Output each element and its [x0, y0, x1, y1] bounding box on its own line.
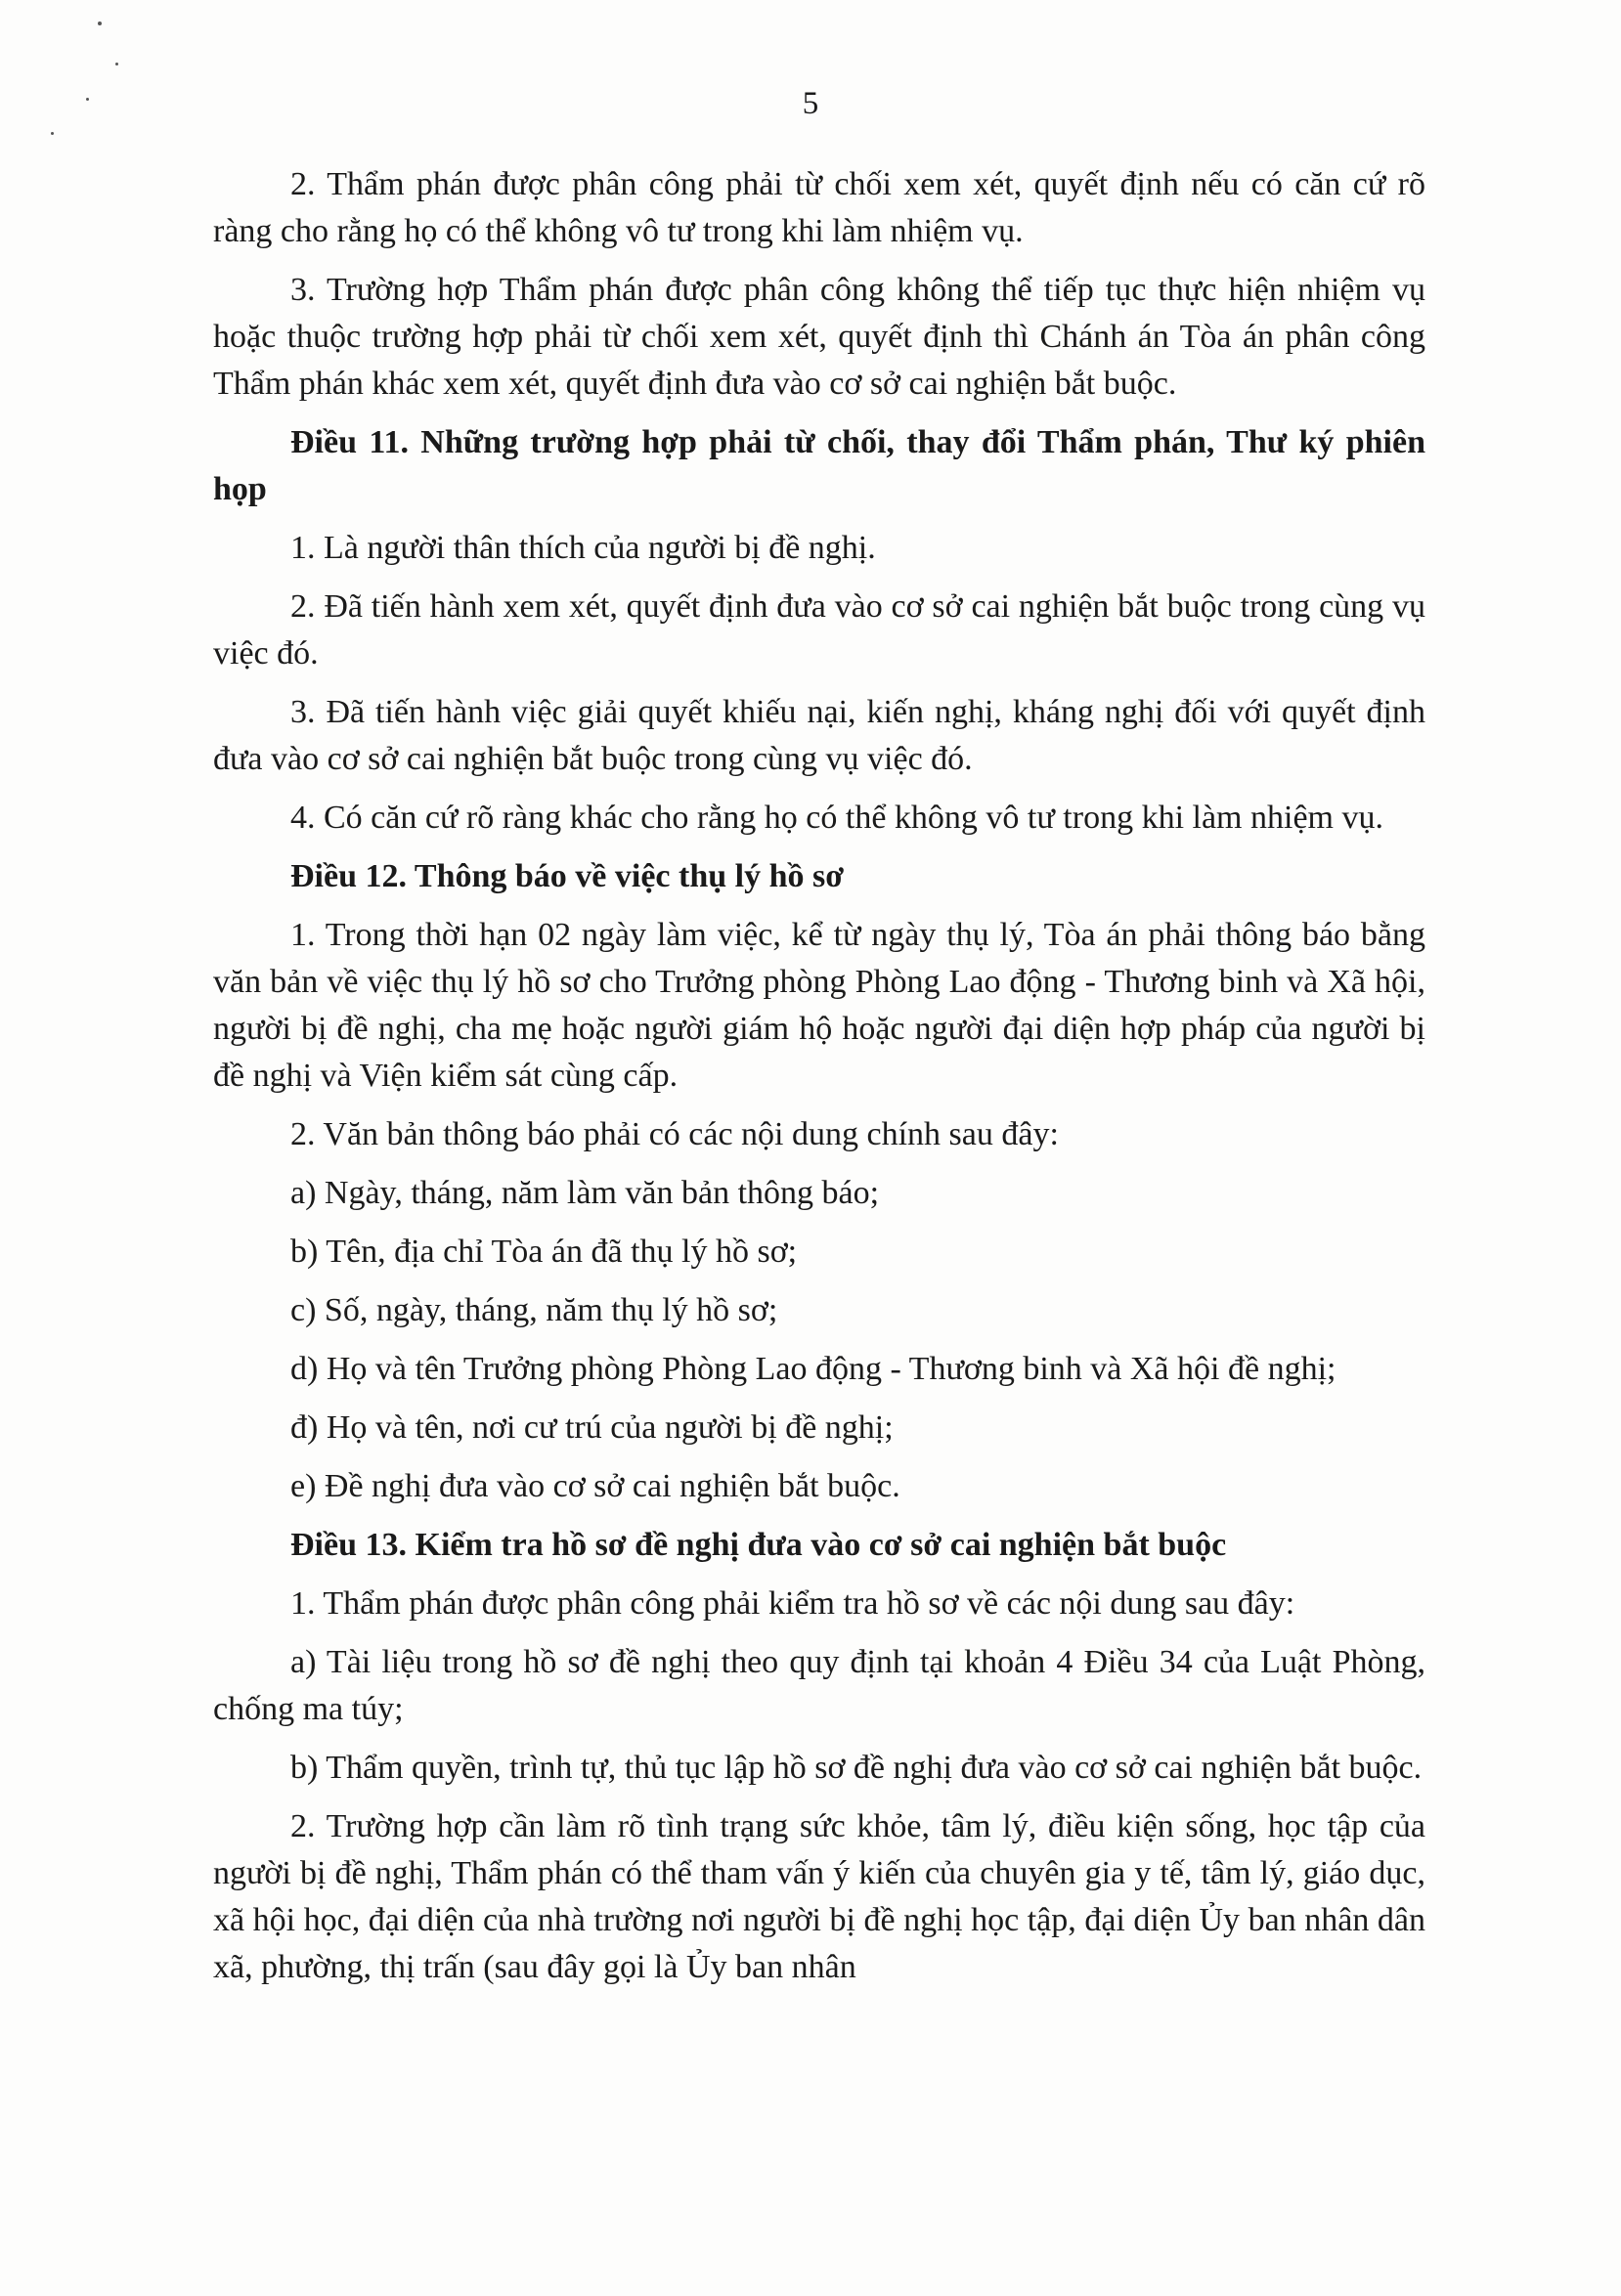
paragraph-article-11-clause-2: 2. Đã tiến hành xem xét, quyết định đưa vào cơ sở cai nghiện bắt buộc trong cùng vụ việc đó. [213, 588, 1425, 671]
scan-speck [51, 132, 54, 135]
paragraph-article-13-clause-2: 2. Trường hợp cần làm rõ tình trạng sức khỏe, tâm lý, điều kiện sống, học tập của người bị đề nghị, Thẩm phán có thể tham vấn ý kiến của chuyên gia y tế, tâm lý, giáo dục, xã hội học, đại diện của nhà trường nơi người bị đề nghị học tập, đại diện Ủy ban nhân dân xã, phường, thị trấn (sau đây gọi là Ủy ban nhân [213, 1808, 1425, 1985]
list-item-dd: đ) Họ và tên, nơi cư trú của người bị đề nghị; [290, 1409, 894, 1446]
paragraph-article-12-clause-2: 2. Văn bản thông báo phải có các nội dung chính sau đây: [290, 1116, 1059, 1152]
list-item-a: a) Tài liệu trong hồ sơ đề nghị theo quy định tại khoản 4 Điều 34 của Luật Phòng, chống ma túy; [213, 1644, 1425, 1727]
article-13-heading: Điều 13. Kiểm tra hồ sơ đề nghị đưa vào cơ sở cai nghiện bắt buộc [290, 1527, 1227, 1563]
scan-speck [98, 22, 102, 25]
paragraph-article-11-clause-4: 4. Có căn cứ rõ ràng khác cho rằng họ có thể không vô tư trong khi làm nhiệm vụ. [290, 800, 1383, 836]
paragraph-article-13-clause-1: 1. Thẩm phán được phân công phải kiểm tra hồ sơ về các nội dung sau đây: [290, 1585, 1295, 1622]
paragraph-article-10-clause-3: 3. Trường hợp Thẩm phán được phân công không thể tiếp tục thực hiện nhiệm vụ hoặc thuộc trường hợp phải từ chối xem xét, quyết định thì Chánh án Tòa án phân công Thẩm phán khác xem xét, quyết định đưa vào cơ sở cai nghiện bắt buộc. [213, 272, 1425, 402]
list-item-b: b) Thẩm quyền, trình tự, thủ tục lập hồ sơ đề nghị đưa vào cơ sở cai nghiện bắt buộc. [290, 1750, 1423, 1786]
list-item-b: b) Tên, địa chỉ Tòa án đã thụ lý hồ sơ; [290, 1234, 798, 1270]
list-item-d: d) Họ và tên Trưởng phòng Phòng Lao động - Thương binh và Xã hội đề nghị; [290, 1351, 1336, 1387]
article-11-heading: Điều 11. Những trường hợp phải từ chối, thay đổi Thẩm phán, Thư ký phiên họp [213, 424, 1425, 507]
article-12-heading: Điều 12. Thông báo về việc thụ lý hồ sơ [290, 858, 845, 894]
page-number: 5 [802, 86, 819, 121]
list-item-a: a) Ngày, tháng, năm làm văn bản thông báo; [290, 1175, 880, 1211]
paragraph-article-12-clause-1: 1. Trong thời hạn 02 ngày làm việc, kể từ ngày thụ lý, Tòa án phải thông báo bằng văn bản về việc thụ lý hồ sơ cho Trưởng phòng Phòng Lao động - Thương binh và Xã hội, người bị đề nghị, cha mẹ hoặc người giám hộ hoặc người đại diện hợp pháp của người bị đề nghị và Viện kiểm sát cùng cấp. [213, 917, 1425, 1094]
document-body [213, 161, 1425, 2003]
scan-speck [115, 63, 118, 65]
paragraph-article-11-clause-1: 1. Là người thân thích của người bị đề nghị. [290, 530, 876, 566]
list-item-e: e) Đề nghị đưa vào cơ sở cai nghiện bắt buộc. [290, 1468, 900, 1504]
paragraph-article-11-clause-3: 3. Đã tiến hành việc giải quyết khiếu nại, kiến nghị, kháng nghị đối với quyết định đưa vào cơ sở cai nghiện bắt buộc trong cùng vụ việc đó. [213, 694, 1425, 777]
paragraph-article-10-clause-2: 2. Thẩm phán được phân công phải từ chối xem xét, quyết định nếu có căn cứ rõ ràng cho rằng họ có thể không vô tư trong khi làm nhiệm vụ. [213, 166, 1425, 249]
list-item-c: c) Số, ngày, tháng, năm thụ lý hồ sơ; [290, 1292, 778, 1328]
